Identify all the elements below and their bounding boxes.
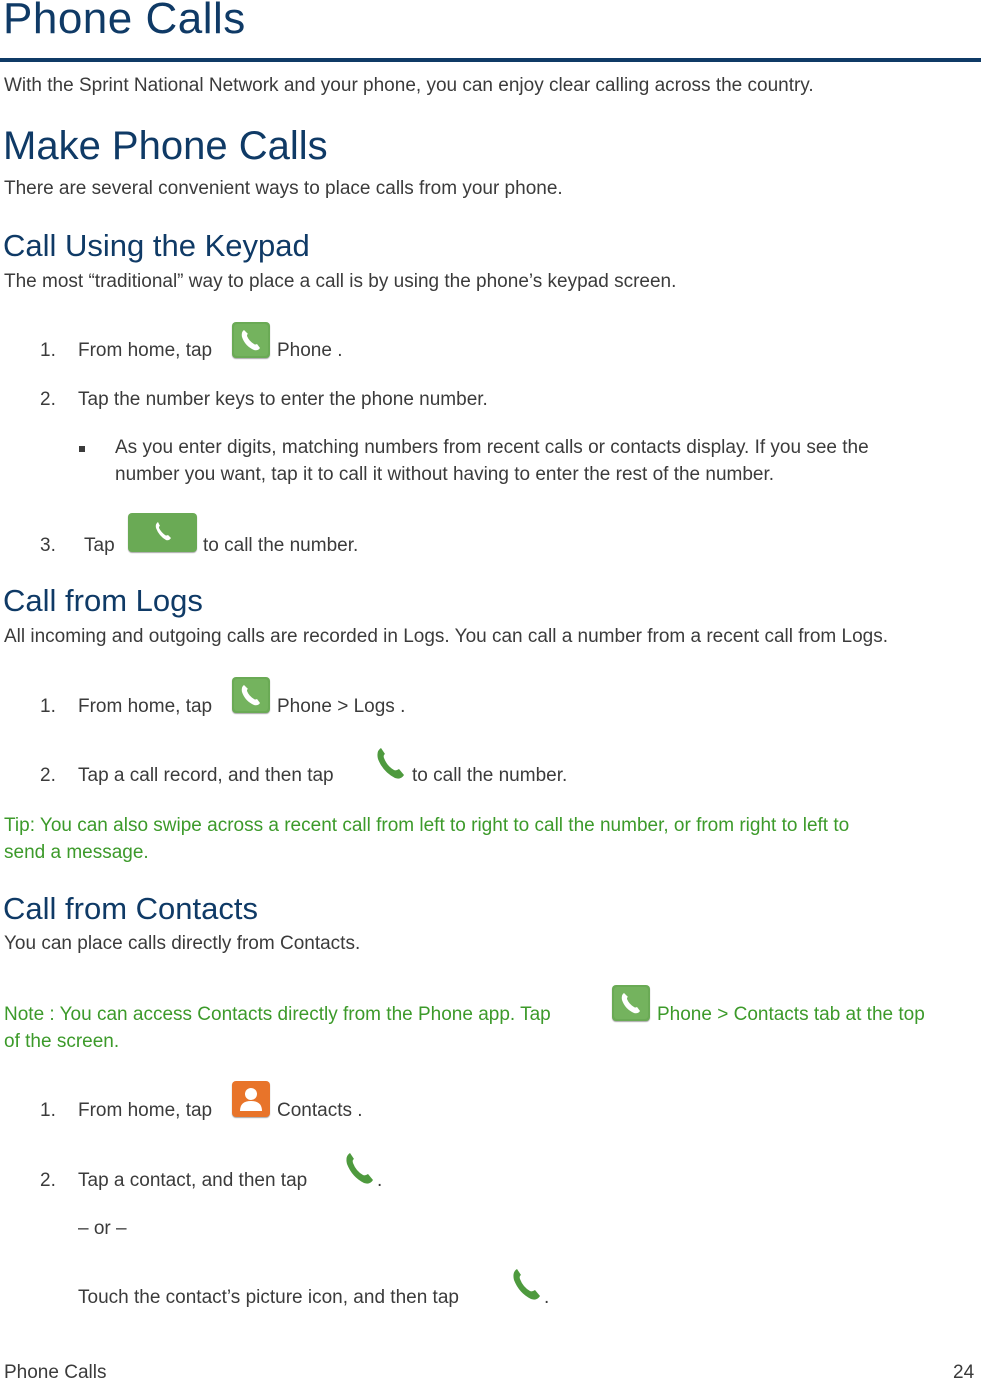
keypad-heading: Call Using the Keypad (3, 228, 310, 263)
touch-text: Touch the contact’s picture icon, and then tap (78, 1287, 459, 1308)
step-text: From home, tap (78, 1100, 213, 1121)
step-text: Phone > Logs . (277, 696, 406, 717)
step-text: . (377, 1170, 383, 1191)
step-text: to call the number. (412, 765, 568, 786)
step-number: 1. (40, 340, 56, 361)
phone-app-icon (232, 677, 270, 713)
bullet-text: As you enter digits, matching numbers from recent calls or contacts display. If you see the (115, 437, 869, 458)
bullet-text: number you want, tap it to call it without having to enter the rest of the number. (115, 464, 775, 485)
step-number: 2. (40, 765, 56, 786)
call-button-icon (128, 513, 197, 552)
step-number: 2. (40, 389, 56, 410)
step-text: From home, tap (78, 340, 213, 361)
tip-text: send a message. (4, 842, 149, 863)
step-text: Phone . (277, 340, 343, 361)
step-text: Tap (84, 535, 115, 556)
or-separator: – or – (78, 1218, 127, 1239)
phone-app-icon (612, 985, 650, 1021)
page-number: 24 (953, 1362, 975, 1383)
step-number: 2. (40, 1170, 56, 1191)
handset-icon (510, 1266, 542, 1302)
step-text: Contacts . (277, 1100, 363, 1121)
step-text: Tap the number keys to enter the phone number. (78, 389, 488, 410)
step-text: From home, tap (78, 696, 213, 717)
handset-icon (343, 1150, 375, 1186)
make-calls-heading: Make Phone Calls (3, 124, 328, 168)
intro-text: With the Sprint National Network and your phone, you can enjoy clear calling across the country. (4, 75, 814, 96)
contacts-heading: Call from Contacts (3, 891, 258, 926)
contacts-app-icon (232, 1081, 270, 1117)
step-text: Tap a contact, and then tap (78, 1170, 308, 1191)
tip-text: Tip: You can also swipe across a recent call from left to right to call the number, or from right to left to (4, 815, 850, 836)
keypad-text: The most “traditional” way to place a call is by using the phone’s keypad screen. (4, 271, 677, 292)
title-rule (0, 58, 981, 62)
handset-icon (374, 745, 406, 781)
footer-label: Phone Calls (4, 1362, 107, 1383)
logs-text: All incoming and outgoing calls are recorded in Logs. You can call a number from a recent call from Logs. (4, 626, 888, 647)
note-text: of the screen. (4, 1031, 120, 1052)
make-calls-text: There are several convenient ways to place calls from your phone. (4, 178, 563, 199)
note-text: Phone > Contacts tab at the top (657, 1004, 925, 1025)
phone-app-icon (232, 322, 270, 358)
contacts-text: You can place calls directly from Contacts. (4, 933, 361, 954)
bullet-marker (79, 446, 85, 452)
logs-heading: Call from Logs (3, 583, 203, 618)
step-text: to call the number. (203, 535, 359, 556)
step-text: Tap a call record, and then tap (78, 765, 334, 786)
step-number: 1. (40, 1100, 56, 1121)
touch-text: . (544, 1287, 550, 1308)
step-number: 3. (40, 535, 56, 556)
note-text: Note : You can access Contacts directly from the Phone app. Tap (4, 1004, 551, 1025)
step-number: 1. (40, 696, 56, 717)
page-title: Phone Calls (3, 0, 246, 43)
